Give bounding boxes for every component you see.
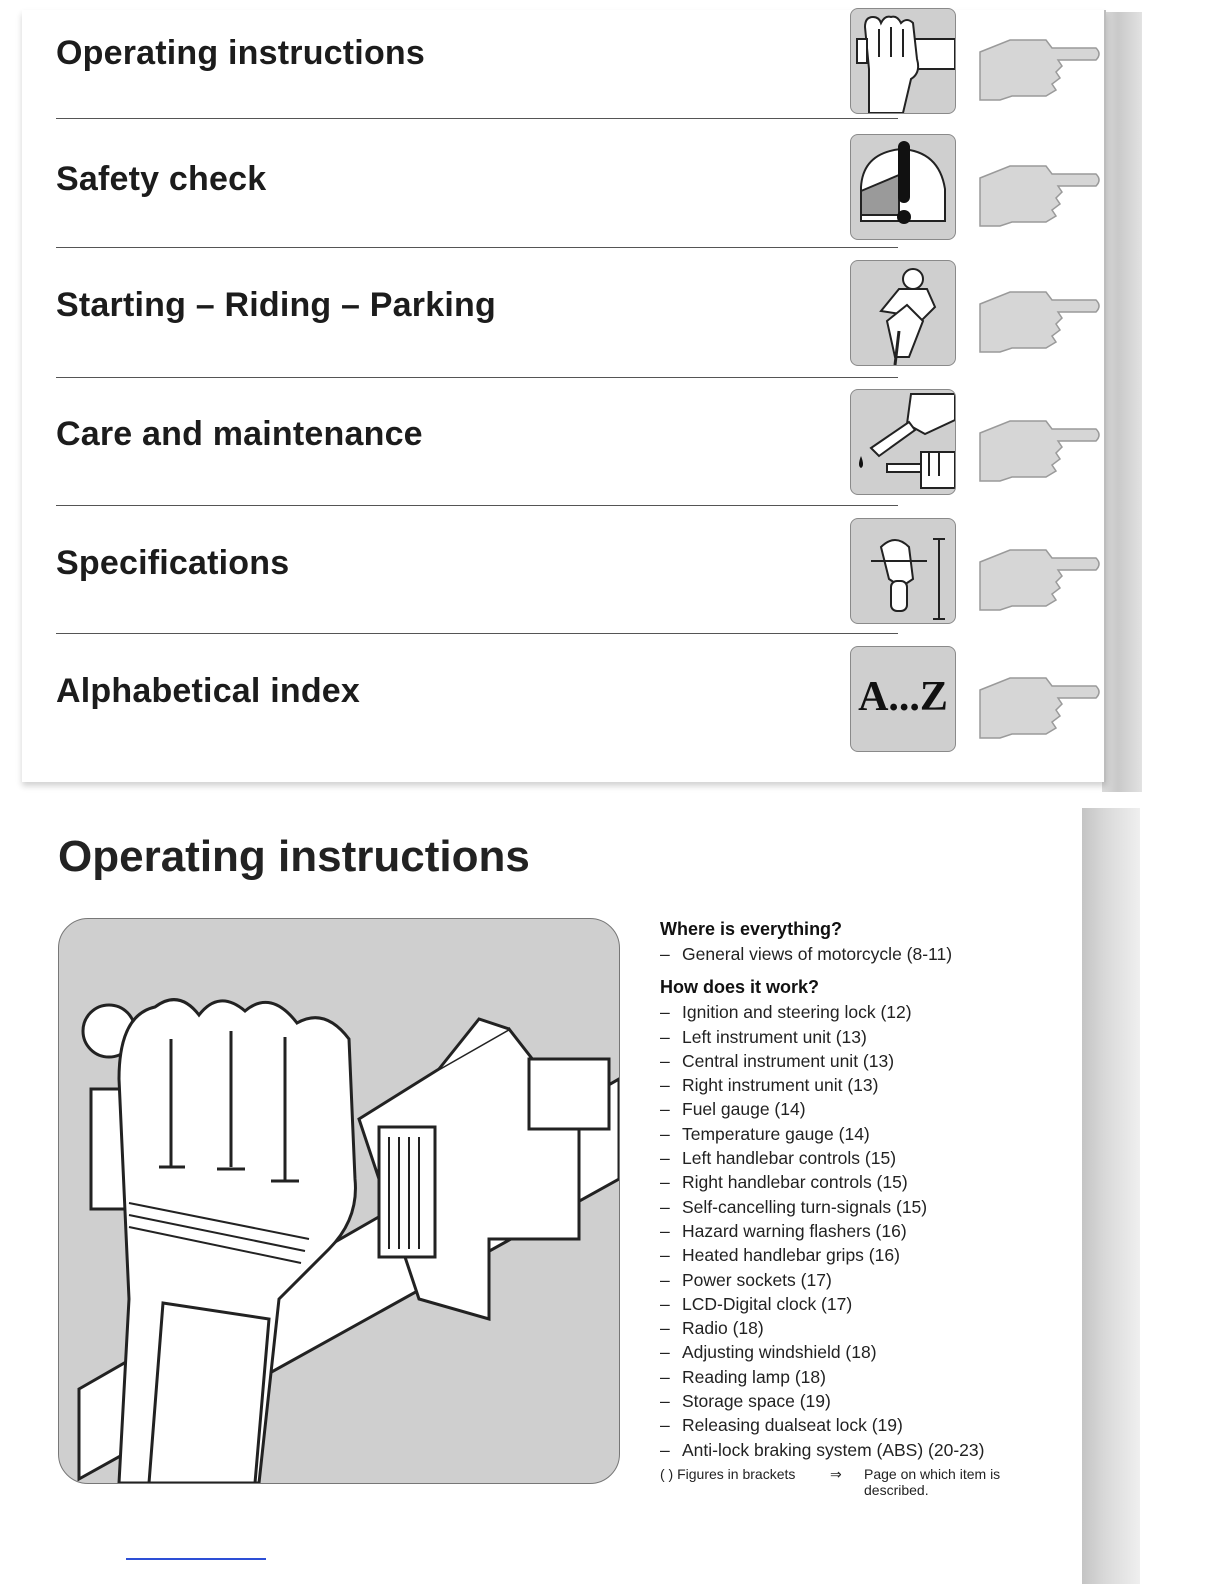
hand-grip-illustration xyxy=(58,918,620,1484)
arrow-icon: ⇒ xyxy=(830,1466,842,1482)
list-item[interactable]: – Heated handlebar grips (16) xyxy=(660,1243,1060,1267)
list-item[interactable]: – Anti-lock braking system (ABS) (20-23) xyxy=(660,1438,1060,1462)
tab-title[interactable]: Care and maintenance xyxy=(56,415,423,453)
contents-list xyxy=(660,916,1060,1462)
list-item[interactable]: – Temperature gauge (14) xyxy=(660,1122,1060,1146)
pointing-hand-icon xyxy=(976,415,1100,487)
helmet-warning-icon xyxy=(850,134,956,240)
tab-title[interactable]: Operating instructions xyxy=(56,34,425,72)
a-to-z-icon xyxy=(850,646,956,752)
tab-alphabetical-index[interactable] xyxy=(56,646,1096,774)
list-item[interactable]: – Self-cancelling turn-signals (15) xyxy=(660,1195,1060,1219)
list-item[interactable]: – General views of motorcycle (8-11) xyxy=(660,942,1060,966)
pointing-hand-icon xyxy=(976,34,1100,106)
list-item[interactable]: – Power sockets (17) xyxy=(660,1268,1060,1292)
page-edge xyxy=(1102,12,1142,792)
hand-grip-icon xyxy=(850,8,956,114)
divider xyxy=(56,633,898,634)
how-heading: How does it work? xyxy=(660,977,820,998)
footnote-label: ( ) Figures in brackets xyxy=(660,1466,796,1482)
rider-icon xyxy=(850,260,956,366)
divider xyxy=(56,505,898,506)
tab-specifications[interactable] xyxy=(56,518,1096,646)
list-item[interactable]: – Storage space (19) xyxy=(660,1389,1060,1413)
list-item[interactable]: – Reading lamp (18) xyxy=(660,1365,1060,1389)
tab-starting-riding-parking[interactable] xyxy=(56,260,1096,388)
tab-title[interactable]: Alphabetical index xyxy=(56,672,361,710)
divider xyxy=(56,247,898,248)
footnote-text: Page on which item is described. xyxy=(864,1466,1001,1498)
list-item[interactable]: – Central instrument unit (13) xyxy=(660,1049,1060,1073)
list-item[interactable]: – Releasing dualseat lock (19) xyxy=(660,1413,1060,1437)
tab-title[interactable]: Starting – Riding – Parking xyxy=(56,286,496,324)
tab-care-and-maintenance[interactable] xyxy=(56,389,1096,517)
list-item[interactable]: – Adjusting windshield (18) xyxy=(660,1340,1060,1364)
list-item[interactable]: – Left instrument unit (13) xyxy=(660,1025,1060,1049)
pointing-hand-icon xyxy=(976,672,1100,744)
list-item[interactable]: – Right handlebar controls (15) xyxy=(660,1170,1060,1194)
maintenance-icon xyxy=(850,389,956,495)
divider xyxy=(126,1558,266,1560)
tab-operating-instructions[interactable] xyxy=(56,8,1096,136)
divider xyxy=(56,377,898,378)
list-item[interactable]: – Fuel gauge (14) xyxy=(660,1097,1060,1121)
tab-safety-check[interactable] xyxy=(56,134,1096,262)
list-item[interactable]: – Right instrument unit (13) xyxy=(660,1073,1060,1097)
motorcycle-dimensions-icon xyxy=(850,518,956,624)
list-item[interactable]: – LCD-Digital clock (17) xyxy=(660,1292,1060,1316)
where-heading: Where is everything? xyxy=(660,919,843,939)
page-title: Operating instructions xyxy=(58,832,530,881)
pointing-hand-icon xyxy=(976,160,1100,232)
a-to-z-label: A...Z xyxy=(858,674,948,720)
list-item[interactable]: – Ignition and steering lock (12) xyxy=(660,1000,1060,1024)
list-item[interactable]: – Radio (18) xyxy=(660,1316,1060,1340)
list-item[interactable]: – Hazard warning flashers (16) xyxy=(660,1219,1060,1243)
divider xyxy=(56,118,898,119)
tab-title[interactable]: Safety check xyxy=(56,160,267,198)
page-edge xyxy=(1082,808,1140,1584)
pointing-hand-icon xyxy=(976,544,1100,616)
list-item[interactable]: – Left handlebar controls (15) xyxy=(660,1146,1060,1170)
pointing-hand-icon xyxy=(976,286,1100,358)
tab-title[interactable]: Specifications xyxy=(56,544,290,582)
